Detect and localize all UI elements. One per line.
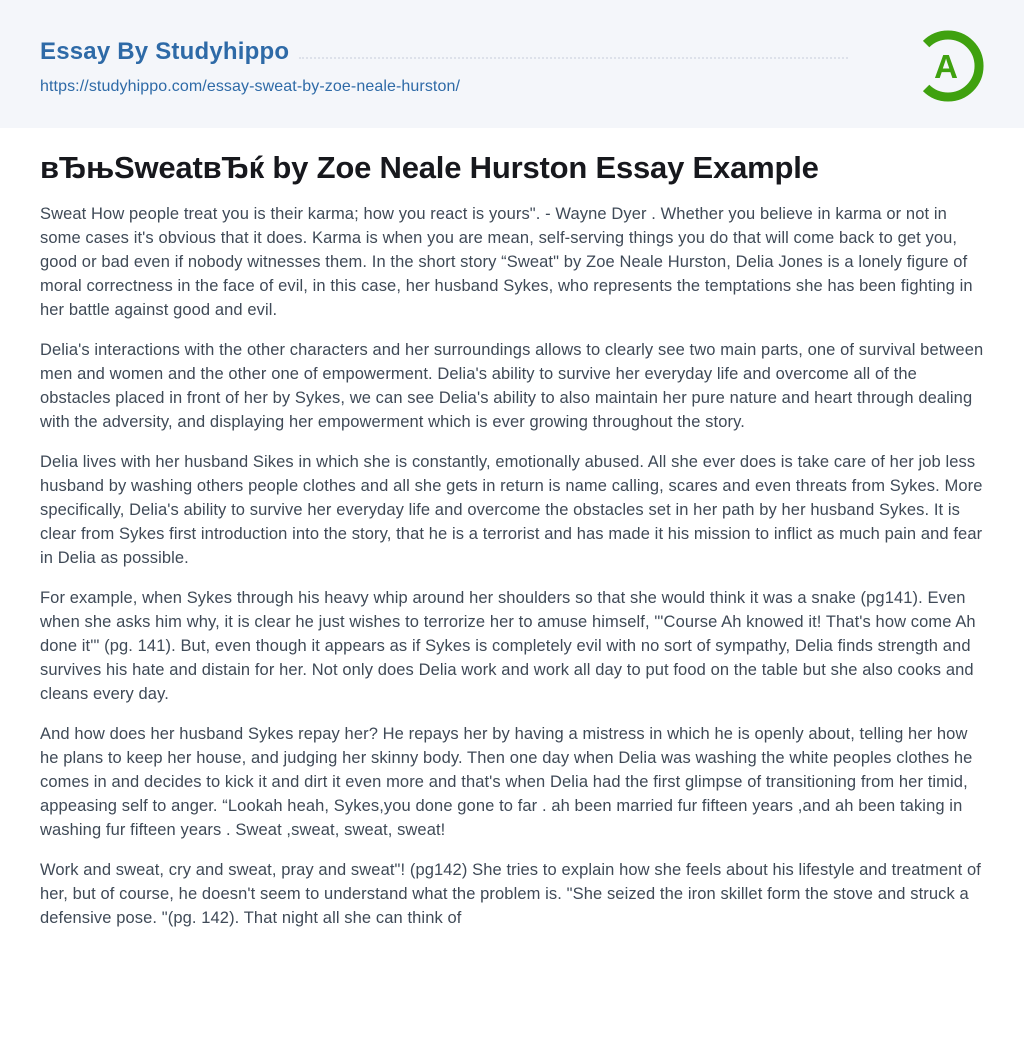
source-url-link[interactable]: https://studyhippo.com/essay-sweat-by-zoe-neale-hurston/ <box>40 78 461 95</box>
essay-paragraph: Sweat How people treat you is their karma; how you react is yours". - Wayne Dyer . Whether you believe in karma or not in some cases it's obvious that it does. Karma is when you are mean, self-serving things you do that will come back to get you, good or bad even if nobody witnesses them. In the short story “Sweat" by Zoe Neale Hurston, Delia Jones is a lonely figure of moral correctness in the face of evil, in this case, her husband Sykes, who represents the temptations she has been fighting in her battle against good and evil. <box>40 204 973 319</box>
site-title: Essay By Studyhippo <box>40 38 290 65</box>
essay-title: вЂњSweatвЂќ by Zoe Neale Hurston Essay Example <box>40 150 819 185</box>
essay-paragraph: For example, when Sykes through his heavy whip around her shoulders so that she would think it was a snake (pg141). Even when she asks him why, it is clear he just wishes to terrorize her to amuse himself, "'Course Ah knowed it! That's how come Ah done it'" (pg. 141). But, even though it appears as if Sykes is completely evil with no sort of sympathy, Delia finds strength and survives his hate and distain for her. Not only does Delia work and work all day to put food on the table but she also cooks and cleans every day. <box>40 588 976 703</box>
essay-paragraph: Delia's interactions with the other characters and her surroundings allows to clearly see two main parts, one of survival between men and women and the other one of empowerment. Delia's ability to survive her everyday life and overcome all of the obstacles placed in front of her by Sykes, we can see Delia's ability to also maintain her pure nature and heart through dealing with the adversity, and displaying her empowerment which is ever growing throughout the story. <box>40 340 984 431</box>
essay-paragraph: Delia lives with her husband Sikes in which she is constantly, emotionally abused. All she ever does is take care of her job less husband by washing others people clothes and all she gets in return is name calling, scares and even threats from Sykes. More specifically, Delia's ability to survive her everyday life and overcome the obstacles set in her path by her husband Sykes. It is clear from Sykes first introduction into the story, that he is a terrorist and has made it his mission to inflict as much pain and fear in Delia as possible. <box>40 452 983 567</box>
dotted-leader-divider <box>299 57 848 59</box>
studyhippo-arc-a-logo-icon <box>908 26 988 106</box>
essay-content <box>0 128 1024 986</box>
essay-paragraph: Work and sweat, cry and sweat, pray and sweat"! (pg142) She tries to explain how she feels about his lifestyle and treatment of her, but of course, he doesn't seem to understand what the problem is. "She seized the iron skillet form the stove and struck a defensive pose. "(pg. 142). That night all she can think of <box>40 860 981 927</box>
essay-paragraph: And how does her husband Sykes repay her? He repays her by having a mistress in which he is openly about, telling her how he plans to keep her house, and judging her skinny body. Then one day when Delia was washing the white peoples clothes he comes in and decides to kick it and dirt it even more and that's when Delia had the first glimpse of transitioning from her timid, appeasing self to anger. “Lookah heah, Sykes,you done gone to far . ah been married fur fifteen years ,and ah been taking in washing fur fifteen years . Sweat ,sweat, sweat, sweat! <box>40 724 973 839</box>
page-header <box>0 0 1024 128</box>
logo-letter: A <box>934 48 958 85</box>
